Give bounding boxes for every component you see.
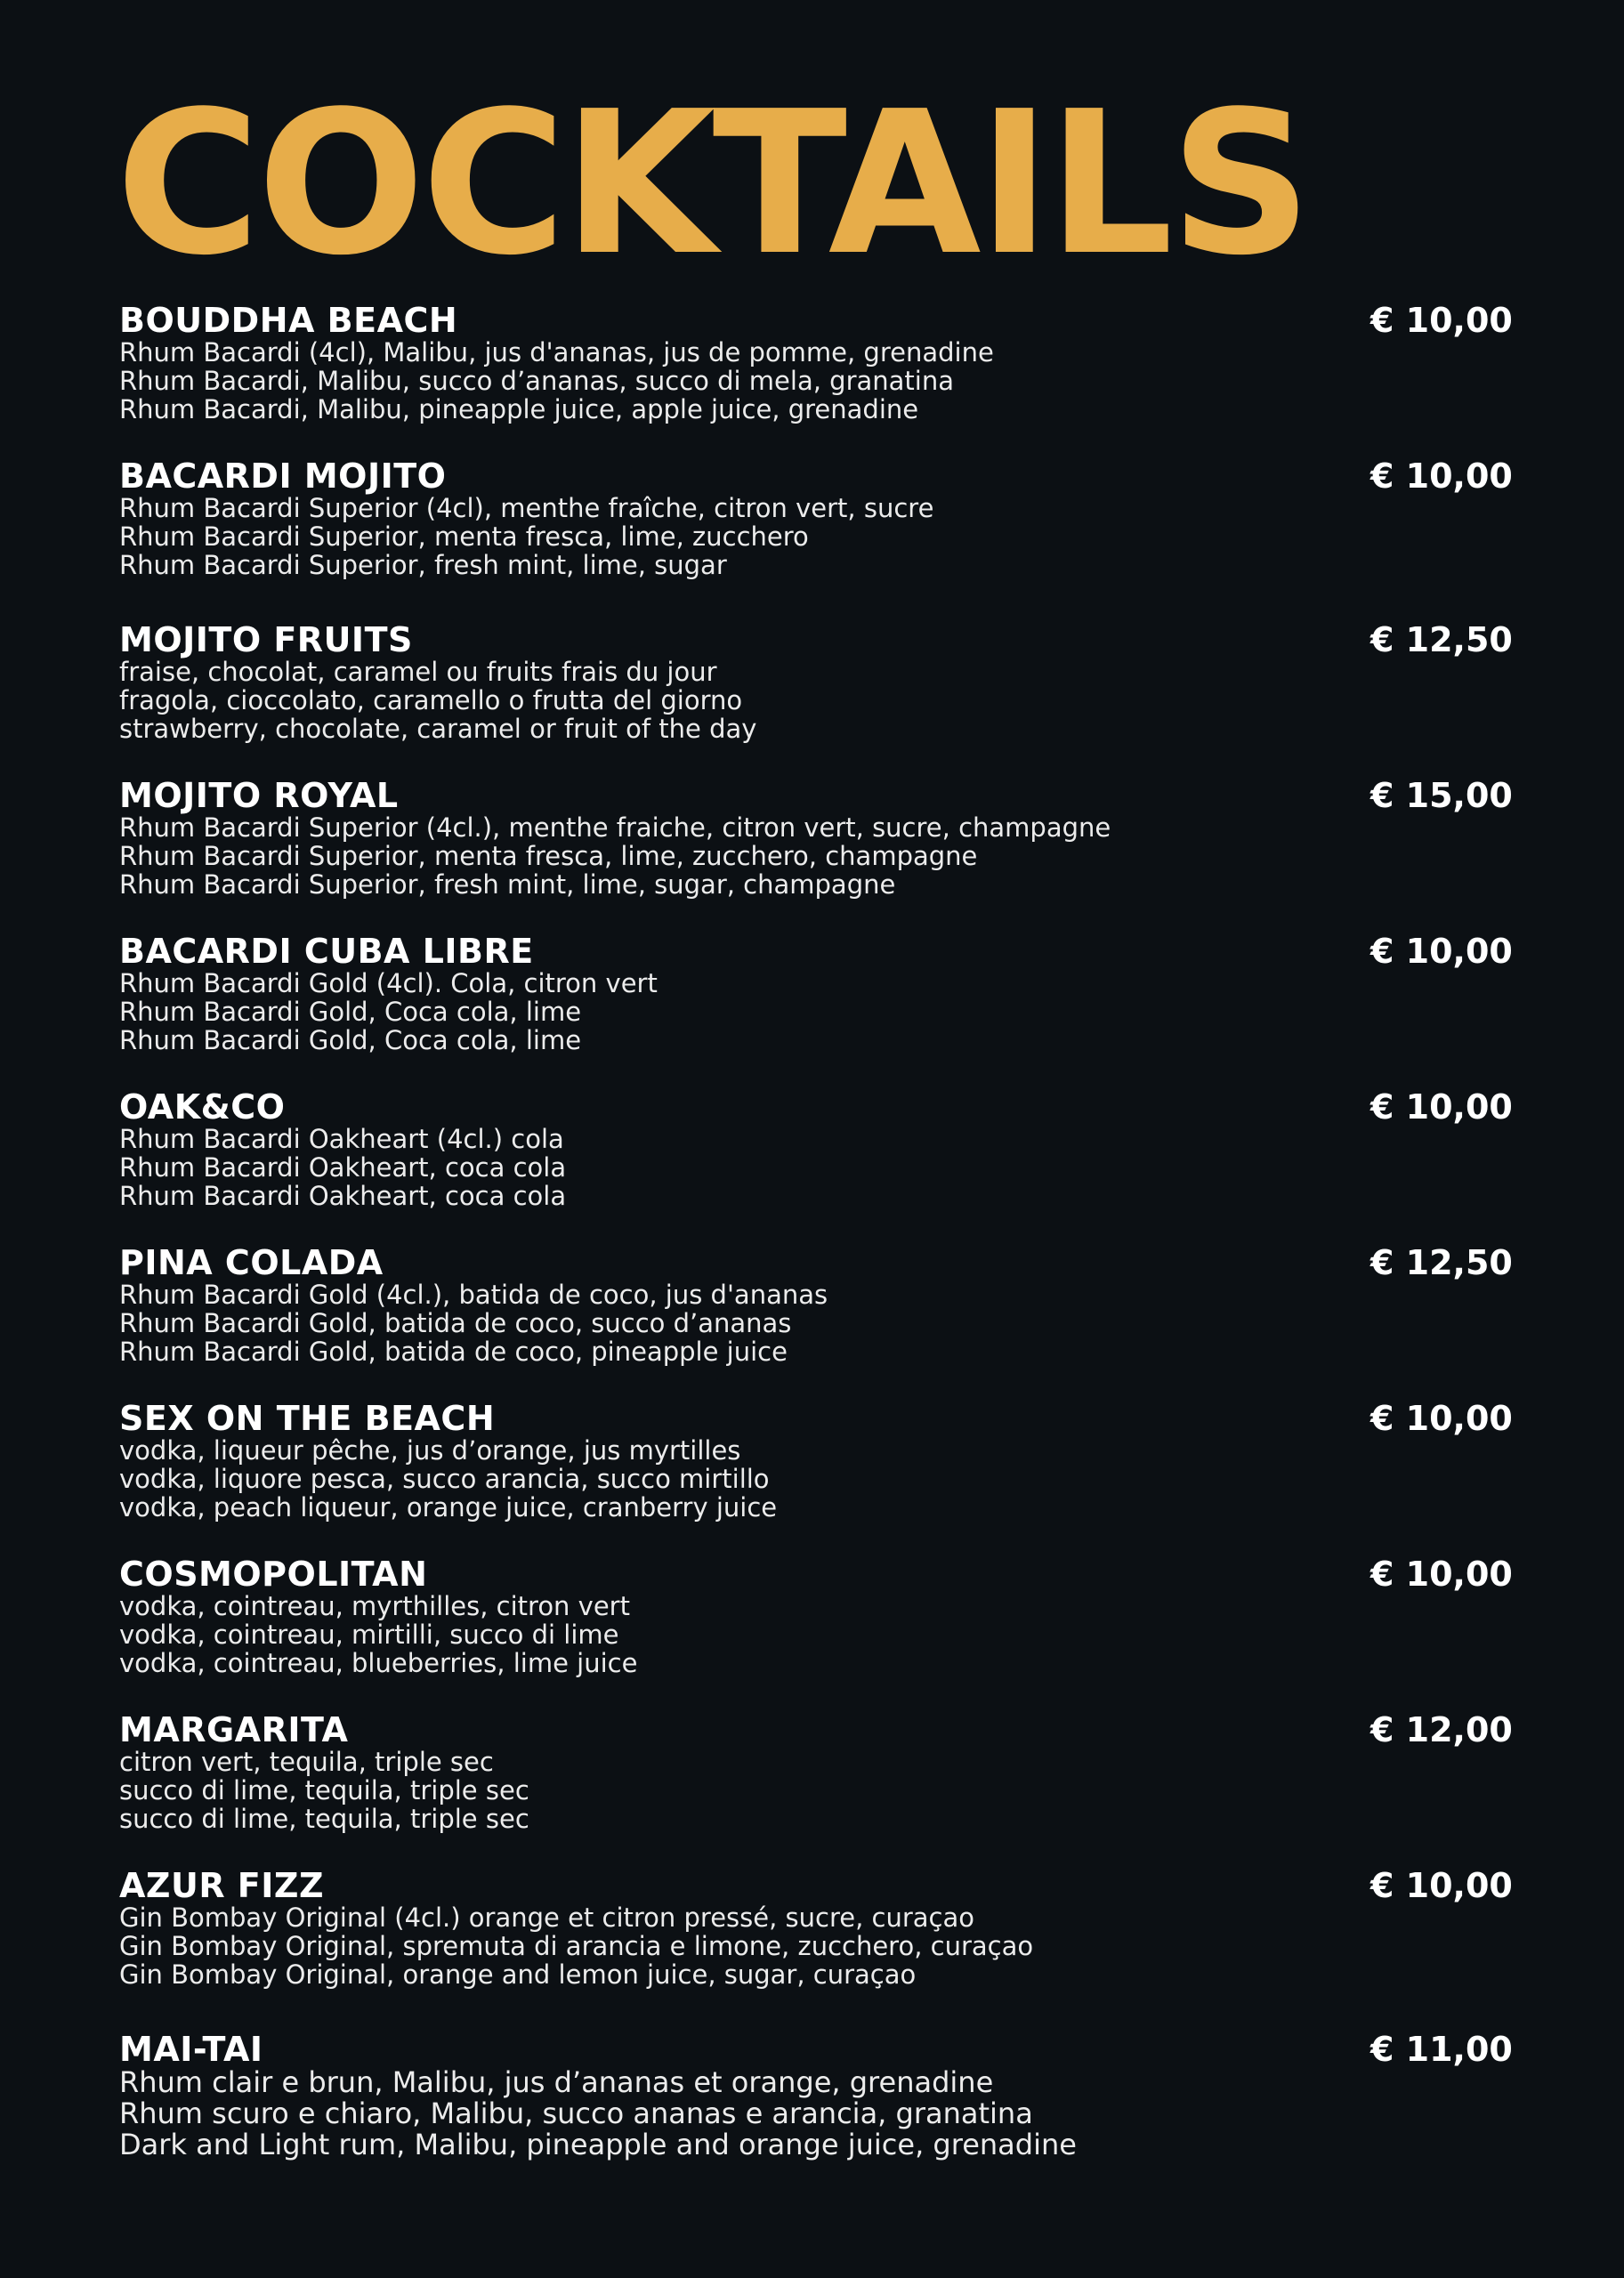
item-price: € 10,00	[1370, 1399, 1513, 1438]
item-description-it: Rhum Bacardi Gold, Coca cola, lime	[119, 997, 582, 1027]
item-description-fr: Rhum clair e brun, Malibu, jus d’ananas et orange, grenadine	[119, 2065, 994, 2099]
menu-item-bacardi-cuba-libre	[119, 932, 1513, 1055]
item-description-en: Gin Bombay Original, orange and lemon juice, sugar, curaçao	[119, 1959, 917, 1990]
item-description-fr: Rhum Bacardi Superior (4cl.), menthe fraiche, citron vert, sucre, champagne	[119, 812, 1111, 843]
item-description-fr: fraise, chocolat, caramel ou fruits frais du jour	[119, 657, 717, 687]
item-description-it: vodka, cointreau, mirtilli, succo di lime	[119, 1620, 619, 1650]
menu-item-mai-tai	[119, 2030, 1513, 2161]
item-price: € 12,00	[1370, 1710, 1513, 1749]
menu-item-bacardi-mojito	[119, 456, 1513, 580]
item-price: € 10,00	[1370, 1866, 1513, 1905]
item-description-it: vodka, liquore pesca, succo arancia, succo mirtillo	[119, 1464, 770, 1494]
menu-item-oak-and-co	[119, 1087, 1513, 1211]
item-name: MAI-TAI	[119, 2030, 263, 2069]
menu-item-margarita	[119, 1710, 1513, 1834]
item-price: € 11,00	[1370, 2030, 1513, 2069]
item-name: BACARDI MOJITO	[119, 456, 447, 496]
item-description-it: Rhum scuro e chiaro, Malibu, succo ananas e arancia, granatina	[119, 2096, 1033, 2130]
item-description-fr: Rhum Bacardi Gold (4cl.), batida de coco, jus d'ananas	[119, 1280, 828, 1310]
menu-item-sex-on-the-beach	[119, 1399, 1513, 1523]
item-price: € 10,00	[1370, 301, 1513, 340]
item-description-en: Rhum Bacardi, Malibu, pineapple juice, apple juice, grenadine	[119, 394, 919, 424]
menu-item-pina-colada	[119, 1243, 1513, 1367]
item-price: € 15,00	[1370, 776, 1513, 815]
menu-title: COCKTAILS	[116, 69, 1309, 299]
item-description-en: Dark and Light rum, Malibu, pineapple and orange juice, grenadine	[119, 2128, 1077, 2161]
item-price: € 10,00	[1370, 1087, 1513, 1127]
item-name: BACARDI CUBA LIBRE	[119, 932, 534, 971]
item-name: AZUR FIZZ	[119, 1866, 325, 1905]
item-description-fr: Rhum Bacardi Superior (4cl), menthe fraîche, citron vert, sucre	[119, 493, 934, 523]
menu-item-mojito-fruits	[119, 620, 1513, 744]
item-description-fr: Rhum Bacardi (4cl), Malibu, jus d'ananas, jus de pomme, grenadine	[119, 337, 994, 368]
item-description-fr: Rhum Bacardi Gold (4cl). Cola, citron vert	[119, 968, 658, 998]
menu-item-azur-fizz	[119, 1866, 1513, 1990]
item-description-en: Rhum Bacardi Oakheart, coca cola	[119, 1181, 567, 1211]
item-description-it: Rhum Bacardi, Malibu, succo d’ananas, succo di mela, granatina	[119, 366, 954, 396]
item-description-it: Gin Bombay Original, spremuta di arancia e limone, zucchero, curaçao	[119, 1931, 1034, 1961]
item-description-en: Rhum Bacardi Gold, Coca cola, lime	[119, 1025, 582, 1055]
item-description-en: vodka, peach liqueur, orange juice, cranberry juice	[119, 1492, 778, 1523]
menu-item-bouddha-beach	[119, 301, 1513, 424]
item-description-it: Rhum Bacardi Superior, menta fresca, lime, zucchero	[119, 521, 809, 552]
item-description-it: fragola, cioccolato, caramello o frutta del giorno	[119, 685, 743, 715]
item-price: € 10,00	[1370, 1555, 1513, 1594]
menu-item-cosmopolitan	[119, 1555, 1513, 1678]
menu-item-mojito-royal	[119, 776, 1513, 900]
item-description-fr: Gin Bombay Original (4cl.) orange et citron pressé, sucre, curaçao	[119, 1902, 975, 1933]
item-description-it: Rhum Bacardi Gold, batida de coco, succo d’ananas	[119, 1308, 792, 1338]
item-name: BOUDDHA BEACH	[119, 301, 458, 340]
item-description-fr: vodka, liqueur pêche, jus d’orange, jus myrtilles	[119, 1435, 741, 1466]
item-description-en: vodka, cointreau, blueberries, lime juice	[119, 1648, 638, 1678]
item-price: € 10,00	[1370, 456, 1513, 496]
item-description-en: Rhum Bacardi Gold, batida de coco, pineapple juice	[119, 1337, 788, 1367]
item-description-fr: citron vert, tequila, triple sec	[119, 1747, 494, 1777]
item-description-it: Rhum Bacardi Superior, menta fresca, lime, zucchero, champagne	[119, 841, 978, 871]
item-price: € 12,50	[1370, 620, 1513, 659]
item-description-en: Rhum Bacardi Superior, fresh mint, lime, sugar, champagne	[119, 869, 896, 900]
item-name: MOJITO FRUITS	[119, 620, 413, 659]
item-description-en: strawberry, chocolate, caramel or fruit of the day	[119, 714, 757, 744]
item-name: SEX ON THE BEACH	[119, 1399, 496, 1438]
item-price: € 10,00	[1370, 932, 1513, 971]
item-price: € 12,50	[1370, 1243, 1513, 1282]
item-name: MOJITO ROYAL	[119, 776, 399, 815]
item-description-fr: vodka, cointreau, myrthilles, citron vert	[119, 1591, 630, 1621]
item-description-en: Rhum Bacardi Superior, fresh mint, lime, sugar	[119, 550, 727, 580]
item-description-en: succo di lime, tequila, triple sec	[119, 1804, 529, 1834]
item-name: COSMOPOLITAN	[119, 1555, 428, 1594]
item-name: OAK&CO	[119, 1087, 286, 1127]
item-name: PINA COLADA	[119, 1243, 384, 1282]
item-name: MARGARITA	[119, 1710, 349, 1749]
item-description-it: succo di lime, tequila, triple sec	[119, 1775, 529, 1805]
item-description-fr: Rhum Bacardi Oakheart (4cl.) cola	[119, 1124, 564, 1154]
item-description-it: Rhum Bacardi Oakheart, coca cola	[119, 1152, 567, 1183]
